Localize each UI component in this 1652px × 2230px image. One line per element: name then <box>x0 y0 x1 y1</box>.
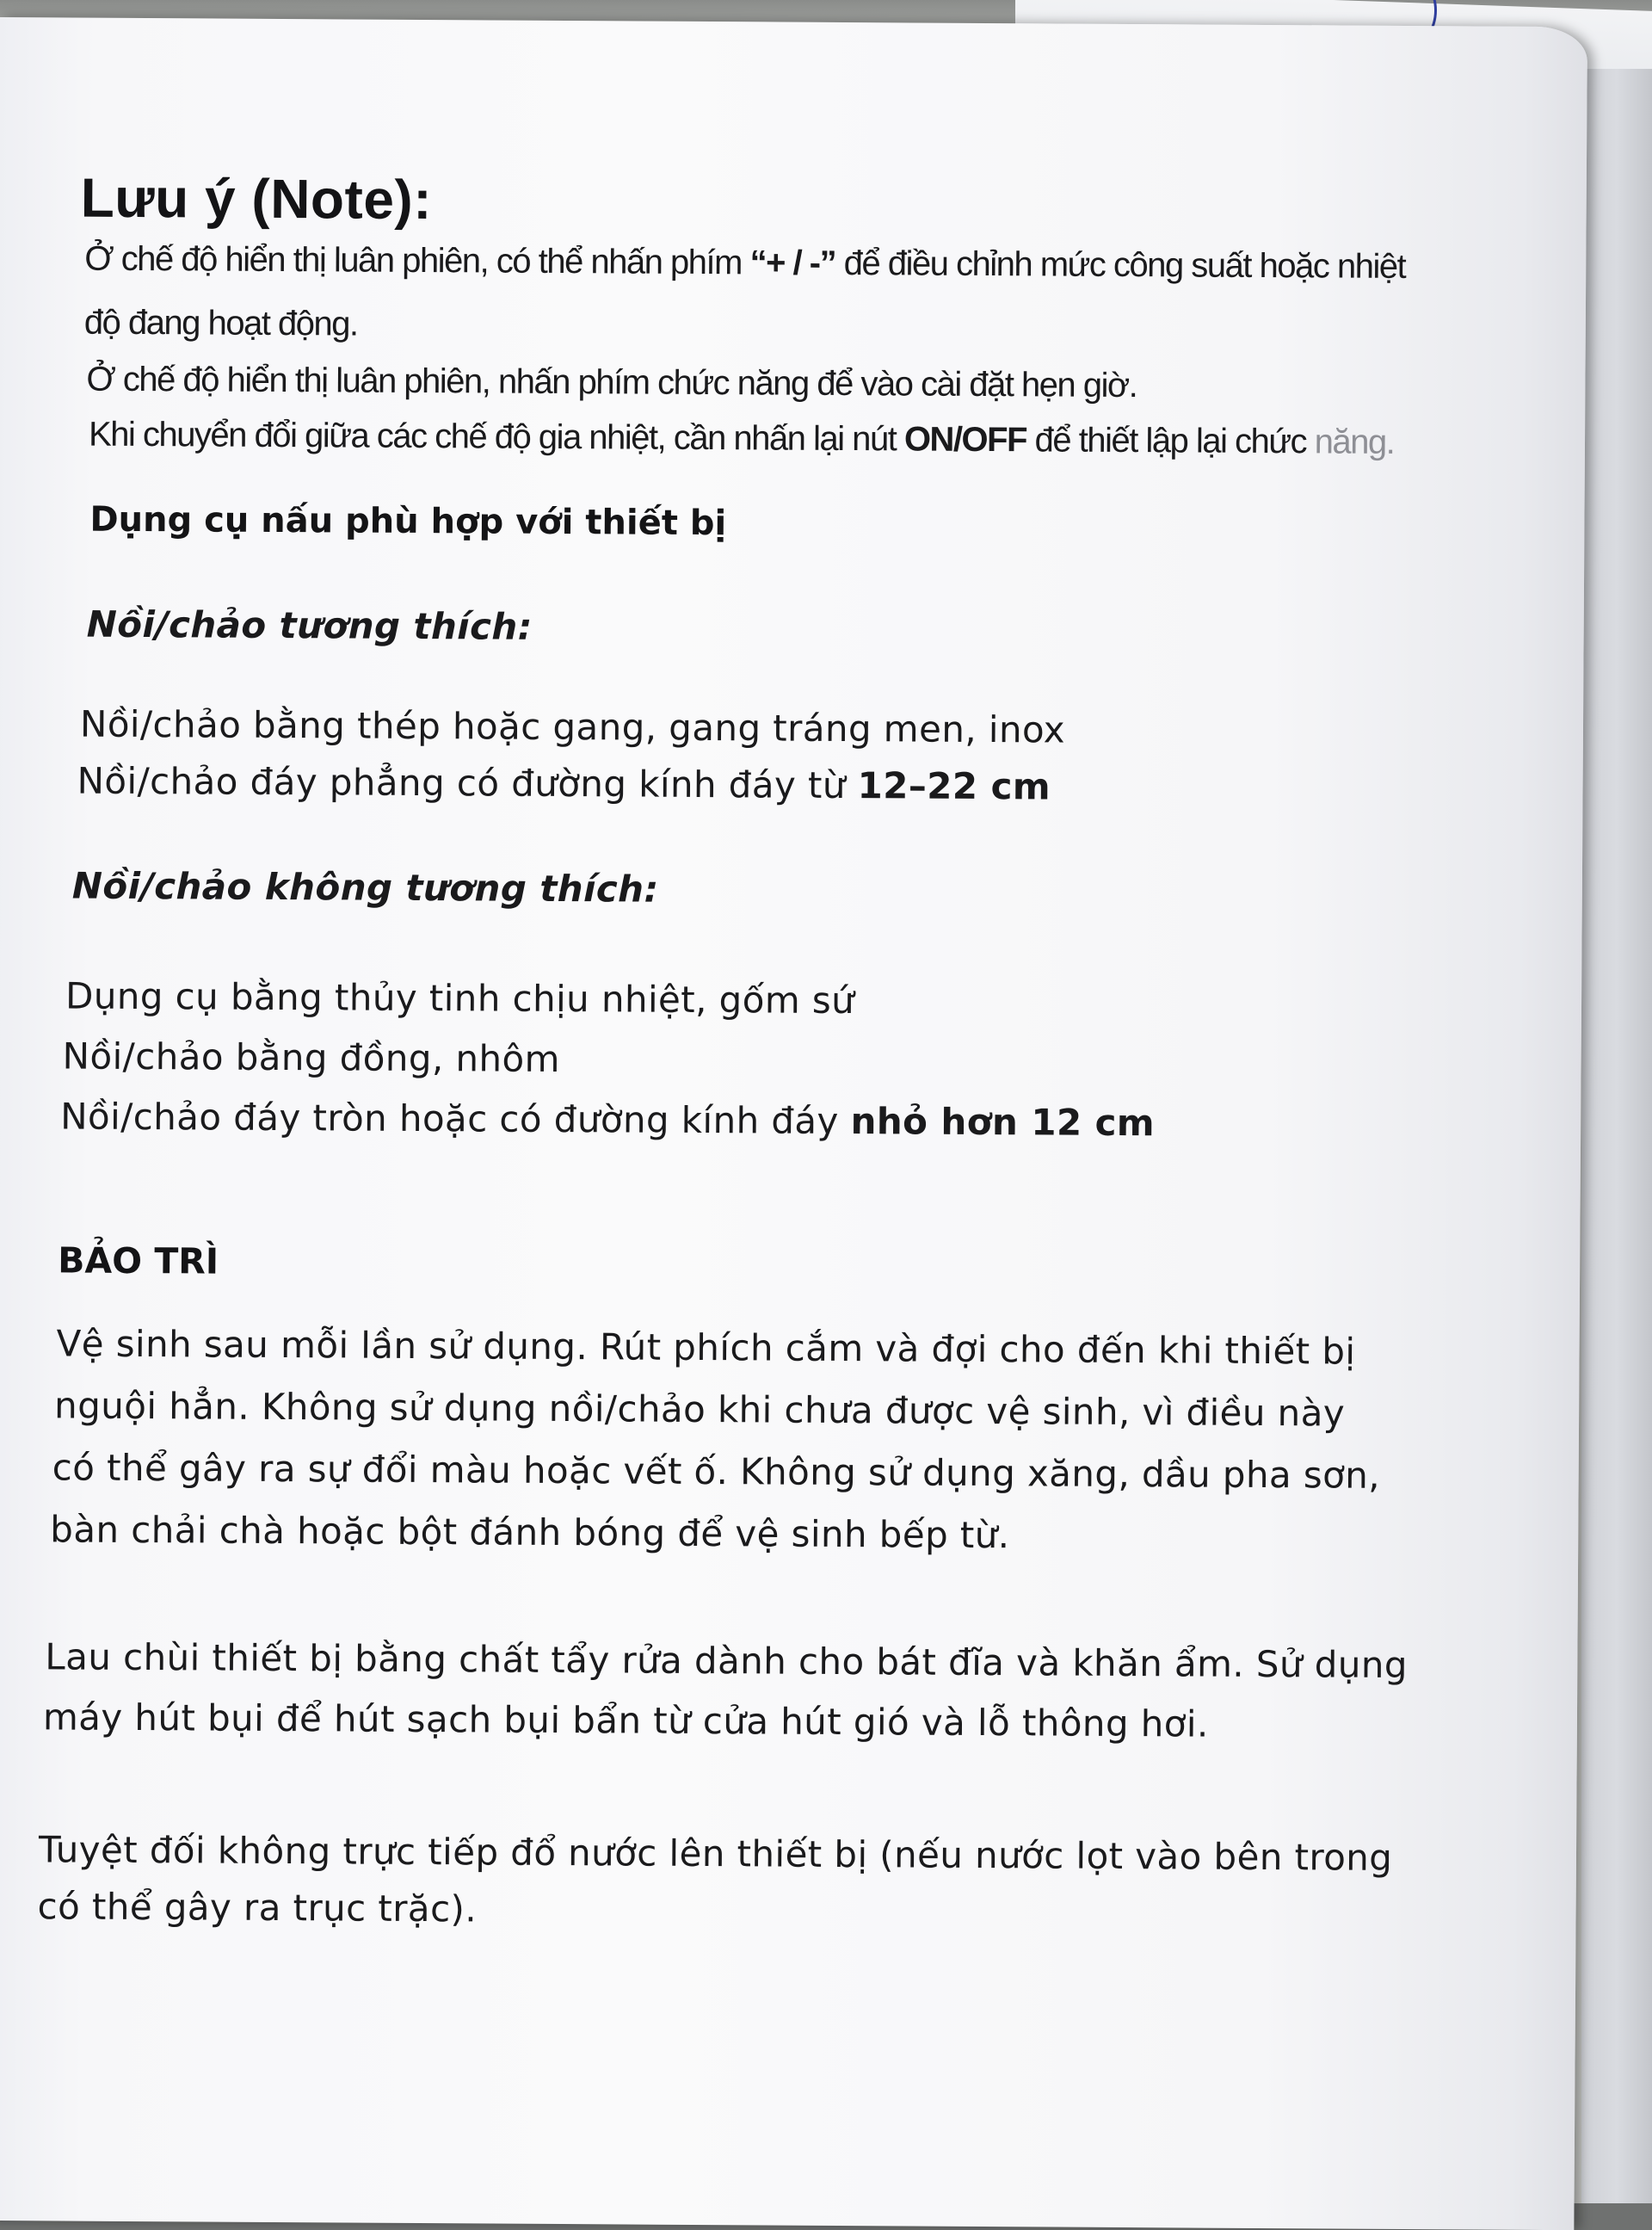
compatible-item-text: Nồi/chảo bằng thép hoặc gang, gang tráng men, inox <box>80 703 1065 751</box>
note-title: Lưu ý (Note): <box>80 166 432 232</box>
compatible-item <box>80 703 1065 751</box>
compatible-heading: Nồi/chảo tương thích: <box>87 603 533 648</box>
incompatible-item-emphasis: nhỏ hơn 12 cm <box>850 1100 1155 1144</box>
note-line-4 <box>89 416 1395 462</box>
note-line-2: độ đang hoạt động. <box>84 304 358 344</box>
manual-page <box>0 17 1587 2230</box>
page-stack-edge <box>1581 69 1652 2203</box>
note-line-4-text: Khi chuyển đổi giữa các chế độ gia nhiệt, cần nhấn lại nút <box>89 416 904 459</box>
maintenance-paragraph-line: Tuyệt đối không trực tiếp đổ nước lên thiết bị (nếu nước lọt vào bên trong <box>39 1828 1393 1879</box>
compatible-item-emphasis: 12–22 cm <box>857 764 1051 807</box>
note-line-3: Ở chế độ hiển thị luân phiên, nhấn phím chức năng để vào cài đặt hẹn giờ. <box>86 361 1137 405</box>
on-off-key-label: ON/OFF <box>904 420 1026 459</box>
note-line-4-text-end: để thiết lập lại chức <box>1026 421 1315 460</box>
cookware-heading: Dụng cụ nấu phù hợp với thiết bị <box>89 500 726 544</box>
incompatible-item <box>62 1035 560 1080</box>
note-line-1 <box>84 240 1405 287</box>
maintenance-paragraph-line: nguội hẳn. Không sử dụng nồi/chảo khi chưa được vệ sinh, vì điều này <box>54 1384 1345 1434</box>
maintenance-paragraph-line: có thể gây ra sự đổi màu hoặc vết ố. Không sử dụng xăng, dầu pha sơn, <box>52 1446 1381 1496</box>
note-line-4-faded-text: năng. <box>1315 423 1395 461</box>
incompatible-item <box>65 974 854 1022</box>
plus-minus-key-label: “+ / -” <box>749 244 835 282</box>
incompatible-item <box>60 1095 1155 1144</box>
incompatible-item-text: Nồi/chảo bằng đồng, nhôm <box>62 1035 560 1080</box>
maintenance-paragraph-line: máy hút bụi để hút sạch bụi bẩn từ cửa hút gió và lỗ thông hơi. <box>43 1696 1209 1745</box>
note-line-1-text: Ở chế độ hiển thị luân phiên, có thể nhấn phím <box>84 240 750 282</box>
note-line-1-text-end: để điều chỉnh mức công suất hoặc nhiệt <box>835 244 1405 286</box>
maintenance-paragraph-line: bàn chải chà hoặc bột đánh bóng để vệ sinh bếp từ. <box>50 1508 1010 1556</box>
page-content <box>0 17 1587 2213</box>
compatible-item <box>77 760 1051 808</box>
incompatible-item-text: Dụng cụ bằng thủy tinh chịu nhiệt, gốm sứ <box>65 974 854 1022</box>
incompatible-heading: Nồi/chảo không tương thích: <box>72 865 659 911</box>
maintenance-paragraph-line: Lau chùi thiết bị bằng chất tẩy rửa dành cho bát đĩa và khăn ẩm. Sử dụng <box>45 1635 1408 1686</box>
incompatible-item-text: Nồi/chảo đáy tròn hoặc có đường kính đáy <box>60 1095 851 1142</box>
maintenance-heading: BẢO TRÌ <box>58 1239 219 1282</box>
compatible-item-text: Nồi/chảo đáy phẳng có đường kính đáy từ <box>77 760 857 807</box>
maintenance-paragraph-line: Vệ sinh sau mỗi lần sử dụng. Rút phích cắm và đợi cho đến khi thiết bị <box>56 1322 1355 1372</box>
maintenance-paragraph-line: có thể gây ra trục trặc). <box>37 1885 477 1930</box>
